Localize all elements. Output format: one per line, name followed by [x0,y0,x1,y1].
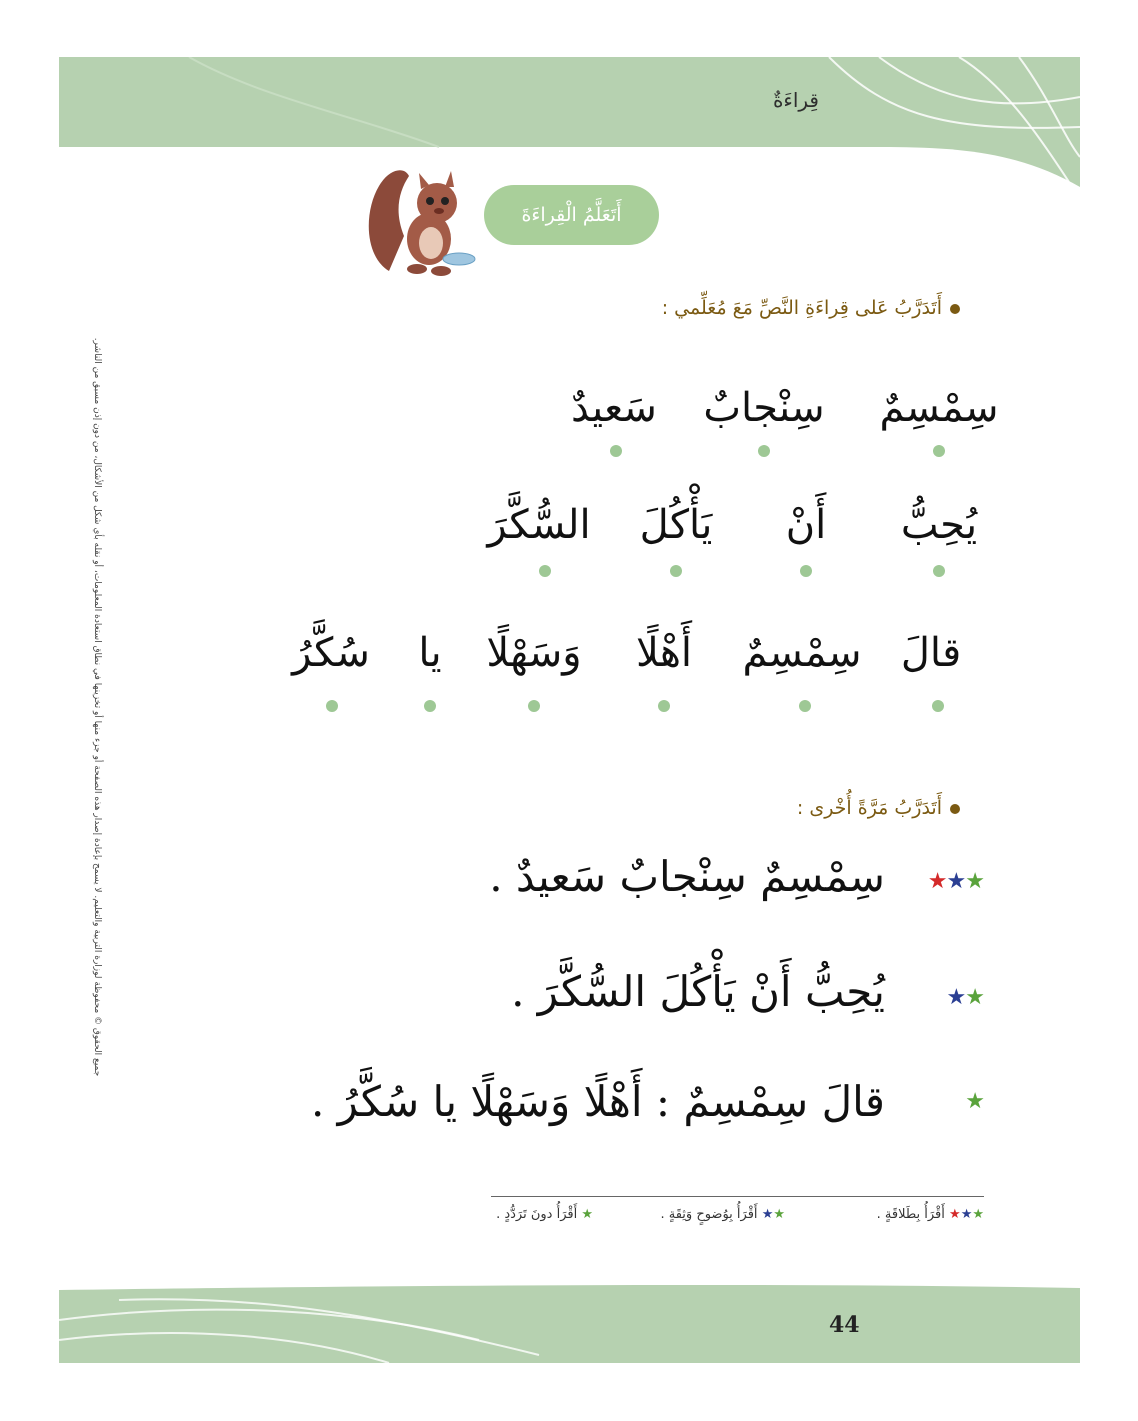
page-number: 44 [829,1312,860,1338]
practice-sentence: يُحِبُّ أَنْ يَأْكُلَ السُّكَّرَ . [511,967,885,1016]
reading-word: أَهْلًا [635,630,693,676]
word-dot [539,565,551,577]
legend-two-stars [660,1207,785,1222]
rating-stars-3 [928,869,984,894]
reading-word: سَعيدٌ [571,385,657,431]
reading-word: سُكَّرُ [292,630,370,676]
reading-word: سِنْجابٌ [703,385,825,431]
star-icon: ★ [581,1207,593,1222]
star-icon: ★ [946,869,966,894]
legend-one-star [496,1207,593,1222]
word-dot [758,445,770,457]
instruction-practice-again [797,797,960,819]
practice-sentence: قالَ سِمْسِمٌ : أَهْلًا وَسَهْلًا يا سُكَّرُ . [310,1077,885,1126]
reading-word: يَأْكُلَ [639,502,713,548]
word-dot [800,565,812,577]
reading-word: يُحِبُّ [900,502,978,548]
reading-word: يا [418,630,442,676]
section-title: قِراءَةٌ [772,88,819,112]
word-dot [933,565,945,577]
word-dot [424,700,436,712]
instruction-text: أَتَدَرَّبُ عَلى قِراءَةِ النَّصِّ مَعَ مُعَلِّمي : [661,297,942,319]
word-dot [658,700,670,712]
reading-word: سِمْسِمٌ [742,630,862,676]
legend-text: أَقْرَأُ دونَ تَرَدُّدٍ . [496,1207,578,1222]
footer-band [59,1280,1080,1363]
star-icon: ★ [946,985,966,1010]
word-dot [326,700,338,712]
rating-stars-2 [947,985,984,1010]
word-dot [932,700,944,712]
reading-word: سِمْسِمٌ [879,385,999,431]
star-icon: ★ [761,1207,774,1222]
copyright-notice [89,307,105,1107]
page [59,57,1080,1363]
reading-word: قالَ [900,630,962,676]
star-icon: ★ [949,1207,961,1222]
bullet-icon [950,304,960,314]
star-icon: ★ [965,869,984,894]
squirrel-illustration [359,161,489,279]
star-icon: ★ [927,869,947,894]
legend-three-stars [877,1207,984,1222]
star-icon: ★ [773,1207,785,1222]
legend-text: أَقْرَأُ بِوُضوحٍ وَثِقَةٍ . [660,1207,758,1222]
star-icon: ★ [965,1089,984,1114]
word-dot [670,565,682,577]
word-dot [933,445,945,457]
reading-word: وَسَهْلًا [486,630,582,676]
word-dot [610,445,622,457]
reading-word: أَنْ [785,502,827,548]
rating-stars-1 [965,1089,984,1114]
star-icon: ★ [965,985,984,1010]
reading-word: السُّكَّرَ [487,502,591,548]
legend-divider [491,1196,984,1197]
practice-sentence: سِمْسِمٌ سِنْجابٌ سَعيدٌ . [489,852,885,901]
instruction-read-with-teacher [662,297,960,319]
star-icon: ★ [972,1207,984,1222]
lesson-pill: أَتَعَلَّمُ الْقِراءَةَ [484,185,659,245]
instruction-text: أَتَدَرَّبُ مَرَّةً أُخْرى : [796,797,942,819]
star-icon: ★ [960,1207,973,1222]
word-dot [528,700,540,712]
copyright-text: جميع الحقوق © محفوظة لوزارة التربية والتعليم. لا يسمح بإعادة إصدار هذه الصفحة أو جزء منها أو تخزينها في نطاق استعادة المعلومات، أو نقله بأي شكل من الأشكال، من دون إذن مسبق من الناشر. [92,337,102,1077]
legend-text: أَقْرَأُ بِطَلاقَةٍ . [876,1207,945,1222]
bullet-icon [950,804,960,814]
word-dot [799,700,811,712]
